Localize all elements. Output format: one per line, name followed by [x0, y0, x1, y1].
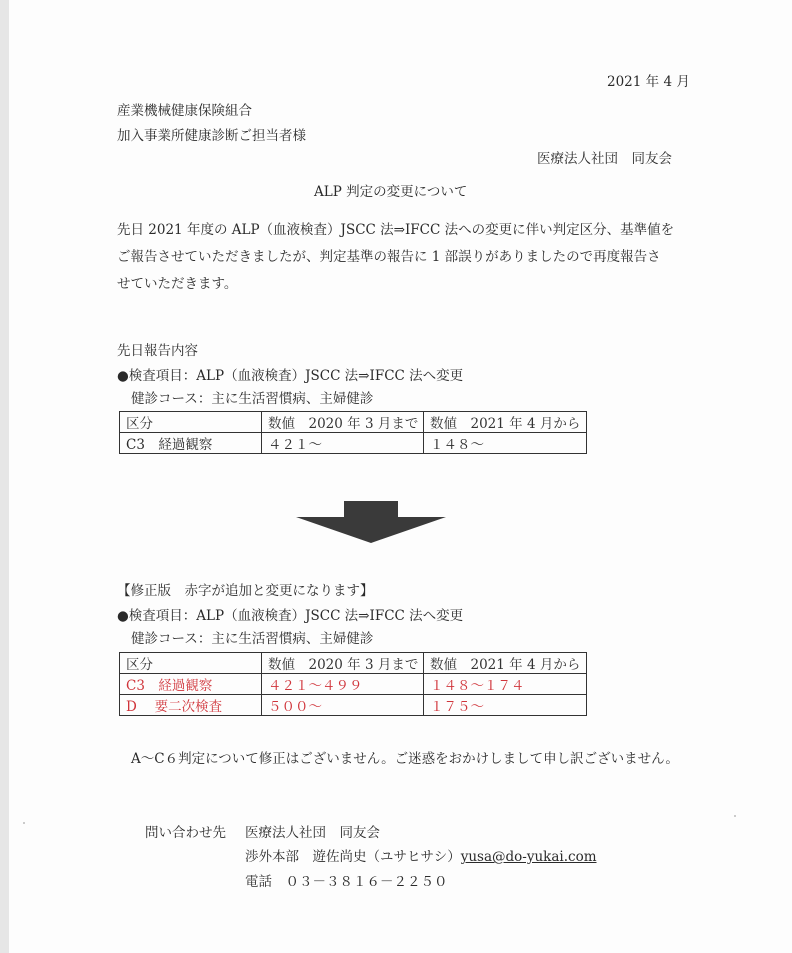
contact-label: 問い合わせ先	[145, 825, 226, 841]
table-header-row	[120, 412, 587, 433]
table-row	[120, 674, 587, 695]
recipient-person: 加入事業所健康診断ご担当者様	[117, 128, 306, 144]
header-2021: 数値 2021 年 4 月から	[424, 653, 587, 674]
previous-table	[119, 411, 587, 454]
cell-2020-value: ４２１～４９９	[262, 674, 424, 695]
previous-course: 健診コース：主に生活習慣病、主婦健診	[131, 391, 374, 407]
contact-person	[245, 851, 597, 865]
scan-speck	[23, 822, 25, 824]
body-line: 先日 2021 年度の ALP（血液検査）JSCC 法⇒IFCC 法への変更に伴い判定区分、基準値を	[117, 222, 675, 238]
cell-2021-value: １７５～	[424, 695, 587, 716]
cell-category: C3 経過観察	[120, 433, 262, 454]
contact-email-link[interactable]: yusa@do-yukai.com	[460, 849, 597, 865]
cell-category: C3 経過観察	[120, 674, 262, 695]
contact-phone: 電話 ０３－３８１６－２２５０	[245, 874, 448, 890]
table-row	[120, 433, 587, 454]
document-date: 2021 年 4 月	[607, 74, 690, 90]
revised-test-item: ●検査項目：ALP（血液検査）JSCC 法⇒IFCC 法へ変更	[117, 608, 464, 624]
body-paragraph	[117, 217, 697, 298]
header-2021: 数値 2021 年 4 月から	[424, 412, 587, 433]
cell-2020-value: ４２１～	[262, 433, 424, 454]
down-arrow-icon	[296, 501, 446, 543]
body-line: ご報告させていただきましたが、判定基準の報告に 1 部誤りがありましたので再度報告さ	[117, 249, 661, 265]
table-row	[120, 695, 587, 716]
header-2020: 数値 2020 年 3 月まで	[262, 653, 424, 674]
table-header-row	[120, 653, 587, 674]
revised-course: 健診コース：主に生活習慣病、主婦健診	[131, 631, 374, 647]
cell-category: D 要二次検査	[120, 695, 262, 716]
header-category: 区分	[120, 412, 262, 433]
body-line: せていただきます。	[117, 276, 238, 292]
header-2020: 数値 2020 年 3 月まで	[262, 412, 424, 433]
revised-heading: 【修正版 赤字が追加と変更になります】	[117, 583, 374, 599]
recipient-organization: 産業機械健康保険組合	[117, 103, 252, 119]
cell-2020-value: ５００～	[262, 695, 424, 716]
cell-2021-value: １４８～	[424, 433, 587, 454]
sender-organization: 医療法人社団 同友会	[537, 151, 672, 167]
previous-test-item: ●検査項目：ALP（血液検査）JSCC 法⇒IFCC 法へ変更	[117, 368, 464, 384]
contact-dept-person: 渉外本部 遊佐尚史（ユサヒサシ）	[245, 849, 461, 865]
revised-table	[119, 652, 587, 716]
scan-edge	[0, 0, 9, 953]
correction-note: A～C６判定について修正はございません。ご迷惑をおかけしまして申し訳ございません。	[131, 751, 679, 767]
contact-organization: 医療法人社団 同友会	[245, 825, 380, 841]
document-title: ALP 判定の変更について	[314, 184, 468, 200]
header-category: 区分	[120, 653, 262, 674]
scan-speck	[734, 815, 736, 817]
previous-heading: 先日報告内容	[117, 343, 198, 359]
cell-2021-value: １４８～１７４	[424, 674, 587, 695]
